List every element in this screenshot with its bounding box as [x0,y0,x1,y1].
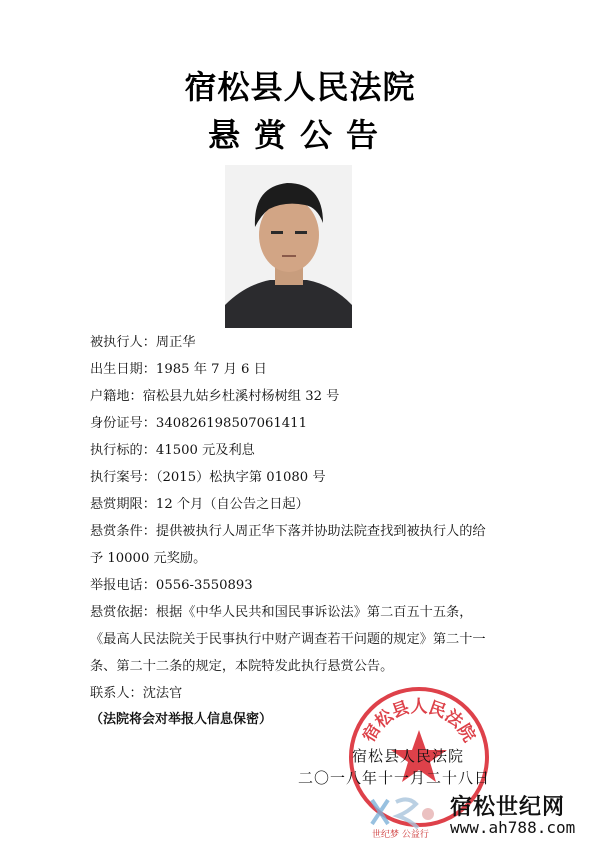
field-contact: 联系人：沈法官 [90,686,183,701]
field-phone: 举报电话：0556-3550893 [90,578,253,593]
field-condition-line-2: 予 10000 元奖励。 [90,551,207,566]
field-name: 被执行人：周正华 [90,335,196,350]
field-birth: 出生日期：1985 年 7 月 6 日 [90,362,267,377]
field-basis-line-3: 条、第二十二条的规定，本院特发此执行悬赏公告。 [90,659,394,674]
field-id-number: 身份证号：340826198507061411 [90,416,307,431]
field-basis-line-1: 悬赏依据：根据《中华人民共和国民事诉讼法》第二百五十五条， [90,605,473,620]
field-basis-line-2: 《最高人民法院关于民事执行中财产调查若干问题的规定》第二十一 [90,632,486,647]
field-condition-line-1: 悬赏条件：提供被执行人周正华下落并协助法院查找到被执行人的给 [90,524,486,539]
signature-date: 二〇一八年十一月二十八日 [298,769,491,787]
field-case-no: 执行案号：（2015）松执字第 01080 号 [90,470,326,485]
court-title: 宿松县人民法院 [184,68,416,106]
field-period: 悬赏期限：12 个月（自公告之日起） [90,497,309,512]
watermark-tagline: 世纪梦 公益行 [372,830,429,840]
seal-text: 宿松县人民法院 [359,697,479,746]
confidential-note: （法院将会对举报人信息保密） [90,712,273,727]
field-domicile: 户籍地：宿松县九姑乡杜溪村杨树组 32 号 [90,389,340,404]
watermark-url[interactable]: www.ah788.com [450,818,576,837]
signature-court: 宿松县人民法院 [352,747,465,765]
suspect-photo [225,165,352,328]
field-amount: 执行标的：41500 元及利息 [90,443,255,458]
notice-title: 悬赏公告 [207,116,392,154]
watermark-site-name: 宿松世纪网 [450,795,566,820]
